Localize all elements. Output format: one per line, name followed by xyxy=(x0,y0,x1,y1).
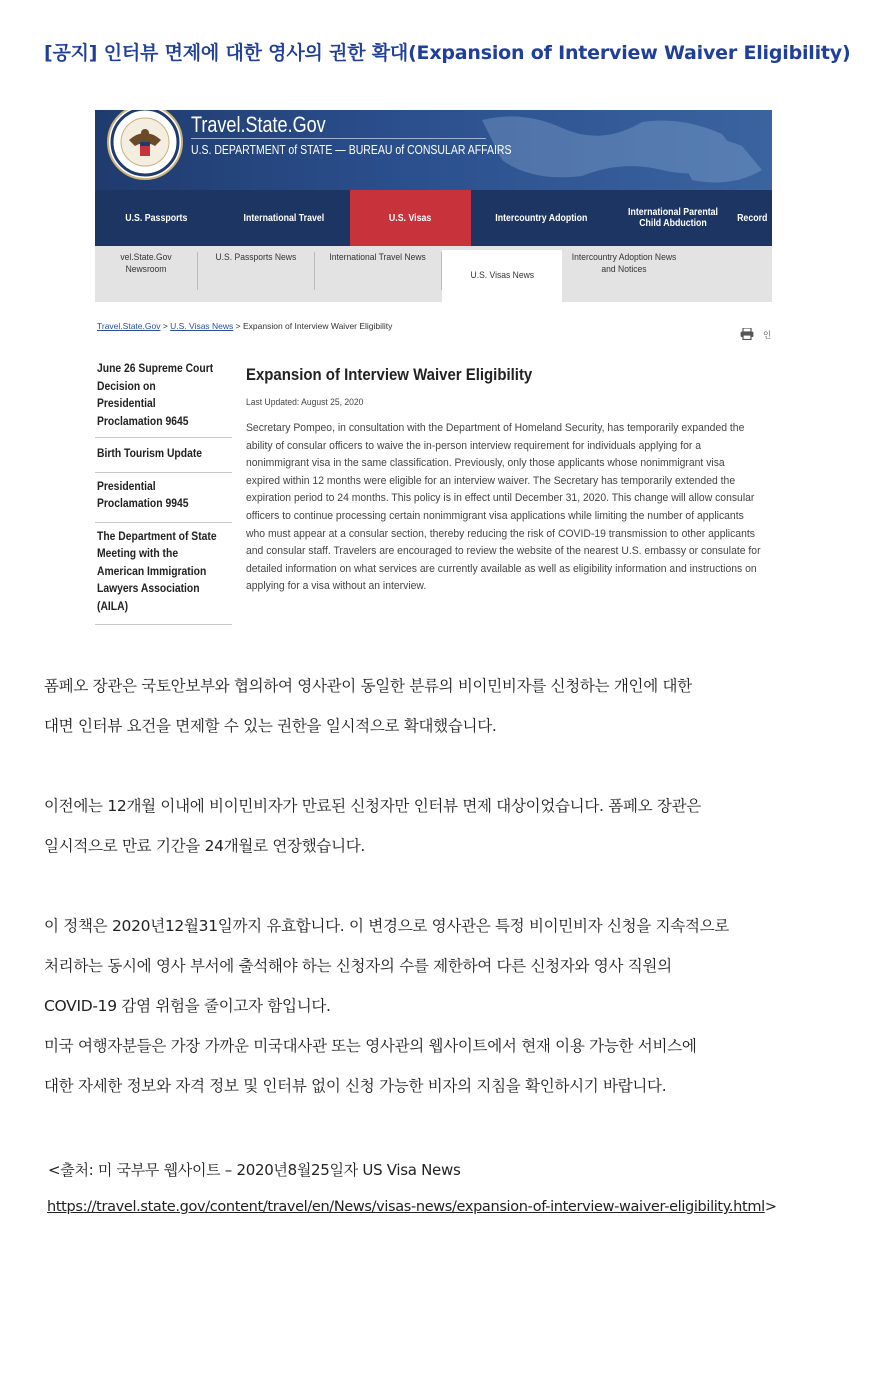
article-body: Secretary Pompeo, in consultation with the Department of Homeland Security, has temporarily expanded the ability of consular officers to waive the in-person interview requirement for individuals applying for a nonimmigrant visa in the same classification. Previously, only those applicants whose nonimmigrant visa expired within 12 months were eligible for an interview waiver. The Secretary has temporarily extended the expiration period to 24 months. This policy is in effect until December 31, 2020. This change will allow consular officers to continue processing certain nonimmigrant visa applications while limiting the number of applicants who must appear at a consular section, thereby reducing the risk of COVID-19 transmission to other applicants and consular staff. Travelers are encouraged to review the website of the nearest U.S. embassy or consulate for detailed information on what services are currently available as well as eligibility information and instructions on applying for a visa without an interview. xyxy=(246,422,761,593)
nav-intercountry-adoption[interactable]: Intercountry Adoption xyxy=(494,212,588,224)
subnav-adoption-news[interactable]: Intercountry Adoption News and Notices xyxy=(571,252,677,275)
side-item-birth-tourism[interactable]: Birth Tourism Update xyxy=(95,438,232,473)
korean-paragraph-3-line-1: 이 정책은 2020년12월31일까지 유효합니다. 이 변경으로 영사관은 특정 비이민비자 신청을 지속적으로 xyxy=(44,917,729,935)
source-close: > xyxy=(764,1199,777,1215)
subnav-newsroom[interactable]: vel.State.Gov Newsroom xyxy=(95,252,198,290)
source-line xyxy=(47,1199,777,1215)
subnav-passports-news[interactable]: U.S. Passports News xyxy=(198,252,315,290)
nav-records[interactable]: Record xyxy=(737,212,768,224)
breadcrumb-current: Expansion of Interview Waiver Eligibility xyxy=(242,321,393,331)
korean-paragraph-4-line-1: 미국 여행자분들은 가장 가까운 미국대사관 또는 영사관의 웹사이트에서 현재 이용 가능한 서비스에 xyxy=(44,1037,697,1055)
nav-us-passports[interactable]: U.S. Passports xyxy=(124,212,188,224)
korean-paragraph-1-line-2: 대면 인터뷰 요건을 면제할 수 있는 권한을 일시적으로 확대했습니다. xyxy=(44,717,497,735)
print-label[interactable]: 인 xyxy=(763,330,772,340)
breadcrumb-section-link[interactable]: U.S. Visas News xyxy=(170,321,234,331)
breadcrumb-separator: > xyxy=(160,321,171,331)
nav-parental-child-abduction[interactable]: International Parental Child Abduction xyxy=(628,207,718,229)
side-item-proclamation-9945[interactable]: Presidential Proclamation 9945 xyxy=(95,473,232,523)
korean-paragraph-2-line-2: 일시적으로 만료 기간을 24개월로 연장했습니다. xyxy=(44,837,366,855)
nav-us-visas[interactable]: U.S. Visas xyxy=(350,190,471,246)
site-header xyxy=(95,110,772,190)
breadcrumb xyxy=(97,321,392,331)
embedded-screenshot xyxy=(95,110,772,625)
korean-paragraph-2-line-1: 이전에는 12개월 이내에 비이민비자가 만료된 신청자만 인터뷰 면제 대상이었습니다. 폼페오 장관은 xyxy=(44,797,701,815)
breadcrumb-home-link[interactable]: Travel.State.Gov xyxy=(97,321,161,331)
korean-paragraph-3-line-2: 처리하는 동시에 영사 부서에 출석해야 하는 신청자의 수를 제한하여 다른 신청자와 영사 직원의 xyxy=(44,957,672,975)
site-name[interactable]: Travel.State.Gov xyxy=(191,112,326,137)
header-divider xyxy=(191,138,486,139)
breadcrumb-separator: > xyxy=(233,321,243,331)
korean-paragraph-4-line-2: 대한 자세한 정보와 자격 정보 및 인터뷰 없이 신청 가능한 비자의 지침을 확인하시기 바랍니다. xyxy=(44,1077,667,1095)
side-nav xyxy=(95,358,232,625)
print-icon[interactable] xyxy=(740,328,754,340)
source-label: <출처: 미 국부무 웹사이트 – 2020년8월25일자 US Visa News xyxy=(48,1161,461,1179)
sub-nav xyxy=(95,246,772,302)
side-item-aila-meeting[interactable]: The Department of State Meeting with the American Immigration Lawyers Association (AILA) xyxy=(95,523,232,626)
korean-paragraph-3-line-3: COVID-19 감염 위험을 줄이고자 함입니다. xyxy=(44,997,331,1015)
korean-paragraph-1-line-1: 폼페오 장관은 국토안보부와 협의하여 영사관이 동일한 분류의 비이민비자를 신청하는 개인에 대한 xyxy=(44,677,692,695)
source-url-link[interactable]: https://travel.state.gov/content/travel/en/News/visas-news/expansion-of-interview-waiver-eligibility.html xyxy=(47,1199,765,1215)
article-title: Expansion of Interview Waiver Eligibility xyxy=(246,365,533,384)
side-item-supreme-court[interactable]: June 26 Supreme Court Decision on Presidential Proclamation 9645 xyxy=(95,358,232,438)
article xyxy=(246,365,772,596)
site-subtitle: U.S. DEPARTMENT of STATE — BUREAU of CONSULAR AFFAIRS xyxy=(191,143,512,157)
state-department-seal-icon xyxy=(107,110,183,180)
subnav-international-travel-news[interactable]: International Travel News xyxy=(315,252,442,290)
article-updated-date: Last Updated: August 25, 2020 xyxy=(246,397,364,408)
nav-international-travel[interactable]: International Travel xyxy=(243,212,324,224)
page-title: [공지] 인터뷰 면제에 대한 영사의 권한 확대(Expansion of Interview Waiver Eligibility) xyxy=(44,42,851,64)
subnav-visas-news[interactable]: U.S. Visas News xyxy=(442,250,562,302)
main-nav xyxy=(95,190,772,246)
